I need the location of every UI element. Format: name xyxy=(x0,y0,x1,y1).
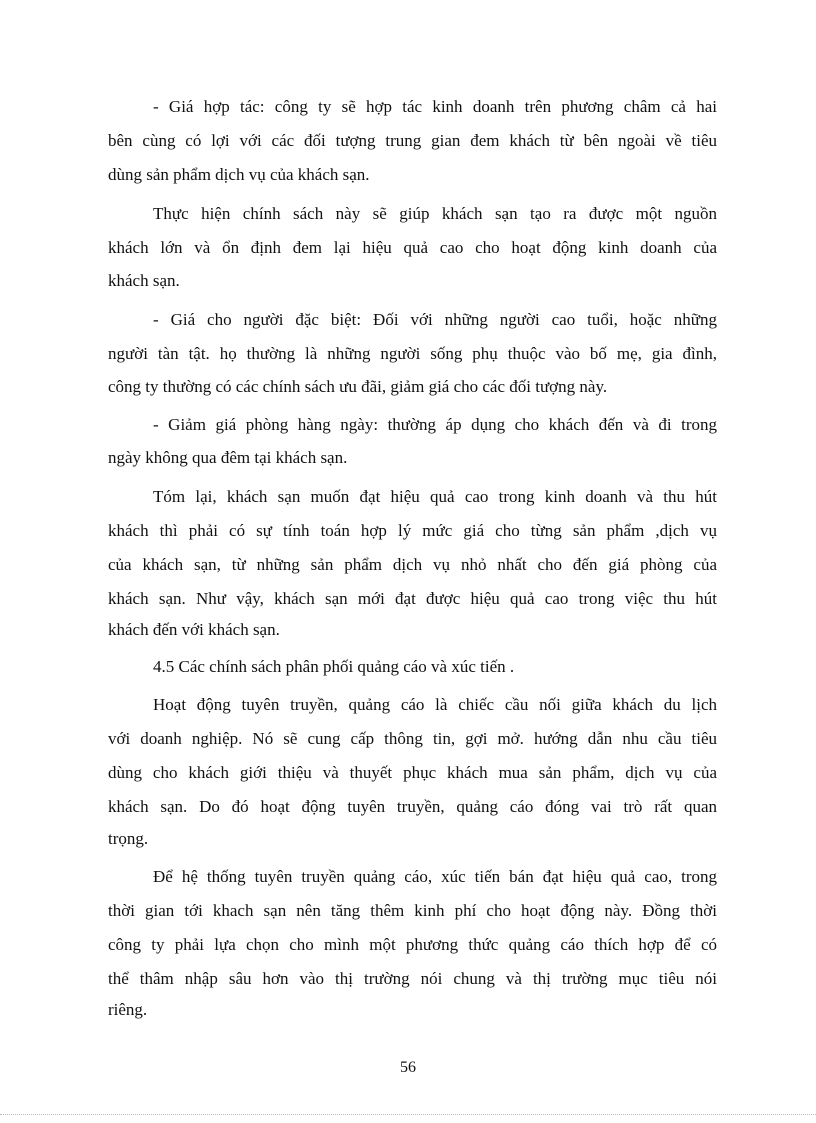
text-line: của khách sạn, từ những sản phẩm dịch vụ nhỏ nhất cho đến giá phòng của xyxy=(108,555,717,574)
page-number: 56 xyxy=(400,1059,416,1076)
text-line: thời gian tới khach sạn nên tăng thêm kinh phí cho hoạt động này. Đồng thời xyxy=(108,901,717,920)
text-line: công ty thường có các chính sách ưu đãi, giảm giá cho các đối tượng này. xyxy=(108,377,608,396)
text-line: - Giá cho người đặc biệt: Đối với những người cao tuổi, hoặc những xyxy=(153,310,717,329)
text-line: khách sạn. Như vậy, khách sạn mới đạt được hiệu quả cao trong việc thu hút xyxy=(108,589,717,608)
text-line: thể thâm nhập sâu hơn vào thị trường nói chung và thị trường mục tiêu nói xyxy=(108,969,717,988)
text-line: bên cùng có lợi với các đối tượng trung gian đem khách từ bên ngoài về tiêu xyxy=(108,131,717,150)
text-line: khách sạn. xyxy=(108,271,180,290)
text-line: ngày không qua đêm tại khách sạn. xyxy=(108,448,348,467)
text-line: khách đến với khách sạn. xyxy=(108,620,280,639)
text-line: - Giá hợp tác: công ty sẽ hợp tác kinh doanh trên phương châm cả hai xyxy=(153,97,717,116)
text-line: trọng. xyxy=(108,829,149,848)
text-line: Thực hiện chính sách này sẽ giúp khách sạn tạo ra được một nguồn xyxy=(153,204,717,223)
text-line: khách lớn và ổn định đem lại hiệu quả cao cho hoạt động kinh doanh của xyxy=(108,238,717,257)
text-line: với doanh nghiệp. Nó sẽ cung cấp thông tin, gợi mở. hướng dẫn nhu cầu tiêu xyxy=(108,729,717,748)
text-line: khách sạn. Do đó hoạt động tuyên truyền, quảng cáo đóng vai trò rất quan xyxy=(108,797,717,816)
text-line: người tàn tật. họ thường là những người sống phụ thuộc vào bố mẹ, gia đình, xyxy=(108,344,717,363)
text-line: riêng. xyxy=(108,1000,148,1019)
text-line: khách thì phải có sự tính toán hợp lý mức giá cho từng sản phẩm ,dịch vụ xyxy=(108,521,717,540)
text-line: dùng cho khách giới thiệu và thuyết phục khách mua sản phẩm, dịch vụ của xyxy=(108,763,717,782)
section-heading: 4.5 Các chính sách phân phối quảng cáo và xúc tiến . xyxy=(153,657,515,676)
text-line: - Giảm giá phòng hàng ngày: thường áp dụng cho khách đến và đi trong xyxy=(153,415,717,434)
text-line: công ty phải lựa chọn cho mình một phương thức quảng cáo thích hợp để có xyxy=(108,935,717,954)
text-line: Tóm lại, khách sạn muốn đạt hiệu quả cao trong kinh doanh và thu hút xyxy=(153,487,717,506)
text-line: dùng sản phẩm dịch vụ của khách sạn. xyxy=(108,165,370,184)
text-line: Để hệ thống tuyên truyền quảng cáo, xúc tiến bán đạt hiệu quả cao, trong xyxy=(153,867,717,886)
text-line: Hoạt động tuyên truyền, quảng cáo là chiếc cầu nối giữa khách du lịch xyxy=(153,695,717,714)
page-bottom-divider xyxy=(0,1114,816,1115)
